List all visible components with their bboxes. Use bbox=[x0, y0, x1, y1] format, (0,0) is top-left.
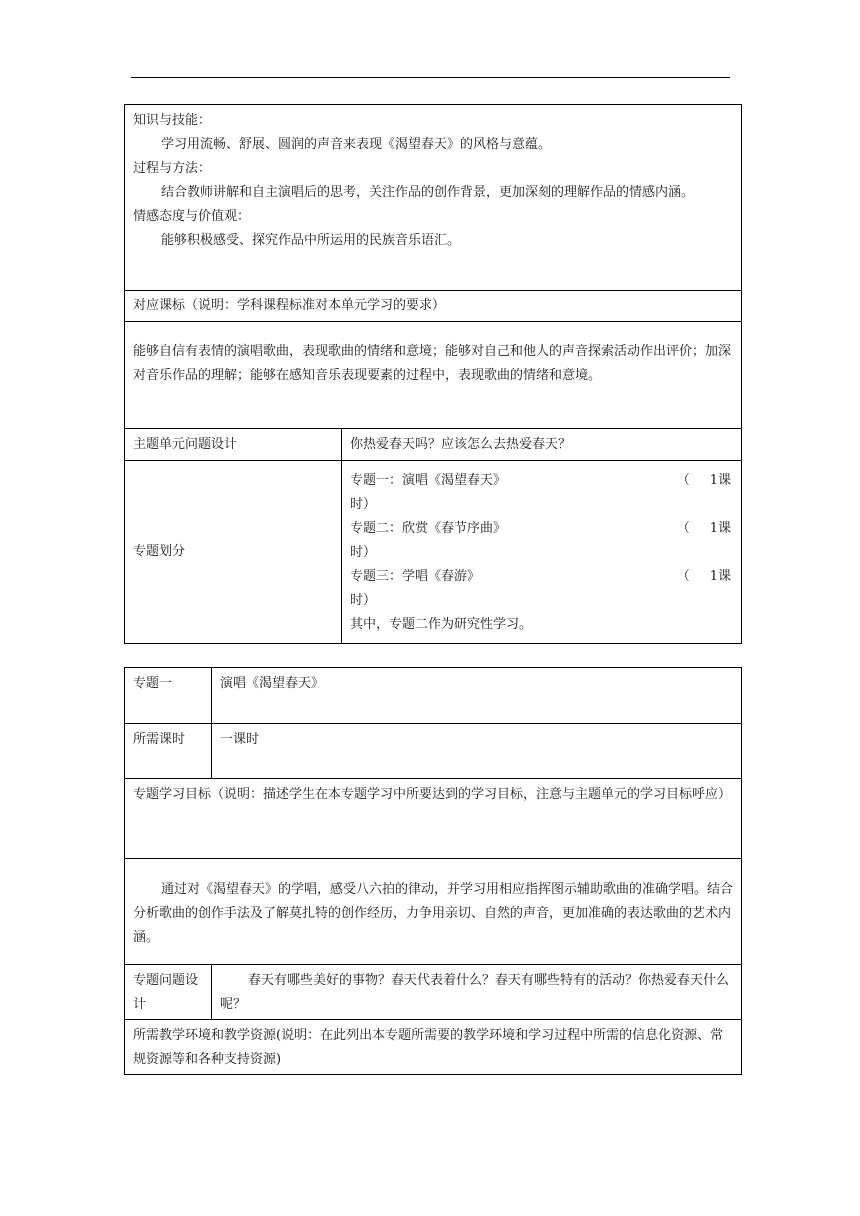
knowledge-text: 学习用流畅、舒展、圆润的声音来表现《渴望春天》的风格与意蕴。 bbox=[161, 137, 552, 152]
resources-label: 所需教学环境和教学资源(说明：在此列出本专题所需要的教学环境和学习过程中所需的信息化资源、常规资源等和各种支持资源) bbox=[125, 1020, 742, 1075]
topic-tail: 时） bbox=[350, 545, 377, 560]
process-text: 结合教师讲解和自主演唱后的思考，关注作品的创作背景，更加深刻的理解作品的情感内涵。 bbox=[161, 185, 695, 200]
emotion-heading: 情感态度与价值观： bbox=[133, 209, 251, 224]
hours-label: 所需课时 bbox=[125, 724, 212, 779]
topic-paren: （ bbox=[676, 473, 690, 488]
topics-note: 其中，专题二作为研究性学习。 bbox=[350, 617, 533, 632]
question-label: 主题单元问题设计 bbox=[125, 429, 342, 461]
knowledge-heading: 知识与技能： bbox=[133, 113, 212, 128]
topic-paren: （ bbox=[676, 521, 690, 536]
topic-name: 专题三：学唱《春游》 bbox=[350, 569, 481, 584]
topic-hours: 1课 bbox=[709, 569, 732, 584]
topic-name: 专题一：演唱《渴望春天》 bbox=[350, 473, 507, 488]
topic-tail: 时） bbox=[350, 497, 377, 512]
emotion-text: 能够积极感受、探究作品中所运用的民族音乐语汇。 bbox=[161, 233, 461, 248]
header-rule bbox=[131, 77, 730, 78]
question-text: 你热爱春天吗？应该怎么去热爱春天？ bbox=[342, 429, 742, 461]
standards-label: 对应课标（说明：学科课程标准对本单元学习的要求） bbox=[125, 291, 742, 322]
design-text: 春天有哪些美好的事物？春天代表着什么？春天有哪些特有的活动？你热爱春天什么呢？ bbox=[212, 965, 742, 1020]
topics-label: 专题划分 bbox=[125, 461, 342, 644]
hours-value: 一课时 bbox=[212, 724, 742, 779]
topic-value: 演唱《渴望春天》 bbox=[212, 668, 742, 724]
design-label: 专题问题设计 bbox=[125, 965, 212, 1020]
standards-text: 能够自信有表情的演唱歌曲，表现歌曲的情绪和意境；能够对自己和他人的声音探索活动作出评价；加深对音乐作品的理解；能够在感知音乐表现要素的过程中，表现歌曲的情绪和意境。 bbox=[125, 322, 742, 429]
topic-item bbox=[350, 517, 733, 565]
objectives-cell bbox=[125, 105, 742, 291]
goal-label: 专题学习目标（说明：描述学生在本专题学习中所要达到的学习目标，注意与主题单元的学习目标呼应） bbox=[125, 779, 742, 859]
goal-text: 通过对《渴望春天》的学唱，感受八六拍的律动，并学习用相应指挥图示辅助歌曲的准确学唱。结合分析歌曲的创作手法及了解莫扎特的创作经历，力争用亲切、自然的声音，更加准确的表达歌曲的艺术内涵。 bbox=[125, 859, 742, 965]
topic-hours: 1课 bbox=[709, 473, 732, 488]
topic-detail-table bbox=[124, 667, 742, 1075]
topic-paren: （ bbox=[676, 569, 690, 584]
topics-cell bbox=[342, 461, 742, 644]
process-heading: 过程与方法： bbox=[133, 161, 212, 176]
topic-name: 专题二：欣赏《春节序曲》 bbox=[350, 521, 507, 536]
topic-item bbox=[350, 469, 733, 517]
topic-tail: 时） bbox=[350, 593, 377, 608]
topic-label: 专题一 bbox=[125, 668, 212, 724]
unit-plan-table bbox=[124, 104, 742, 644]
topic-item bbox=[350, 565, 733, 613]
topic-hours: 1课 bbox=[709, 521, 732, 536]
